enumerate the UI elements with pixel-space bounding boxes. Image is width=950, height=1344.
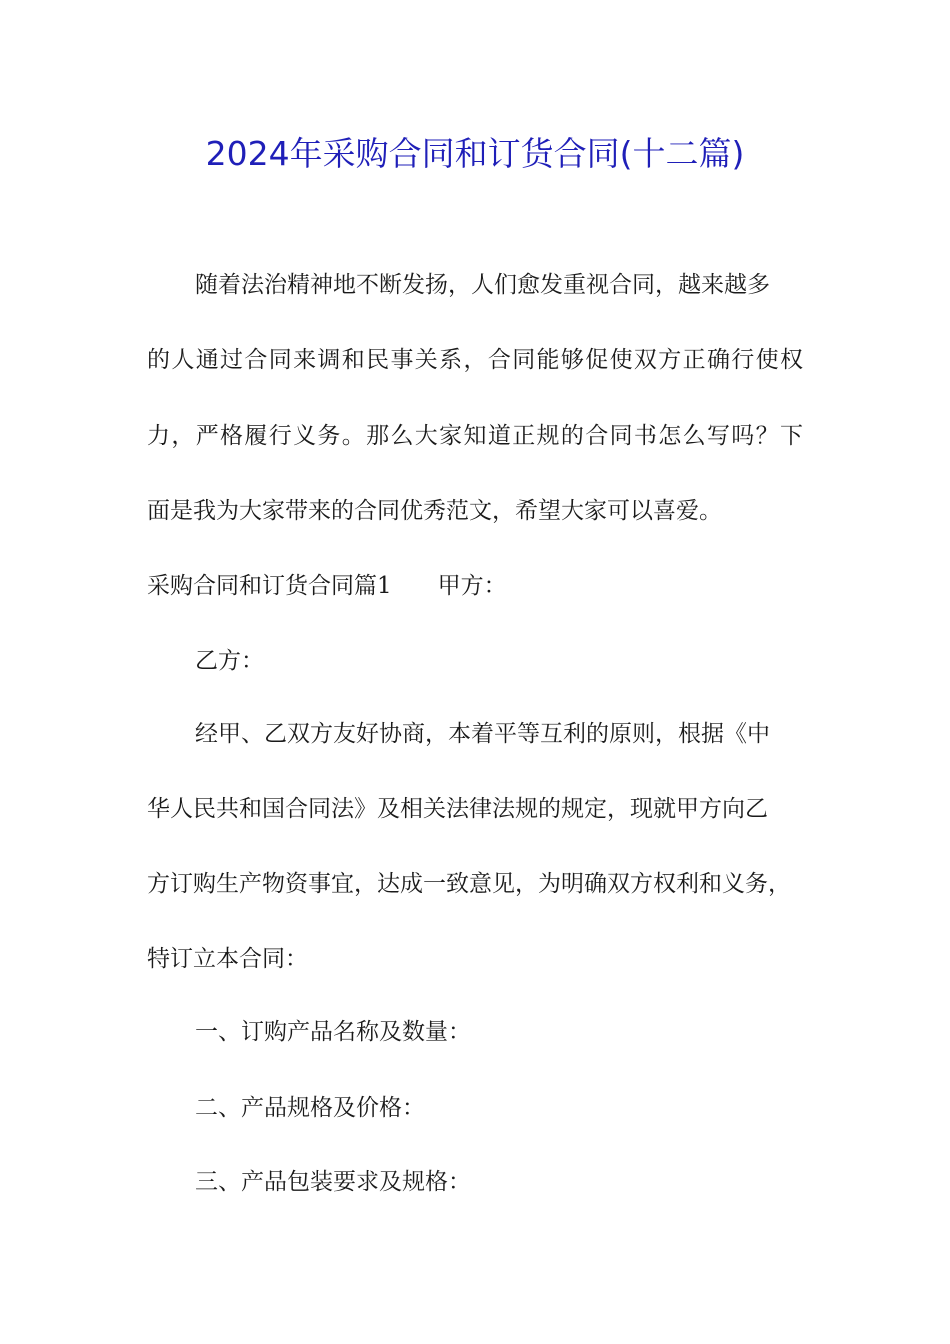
paragraph-line: 面是我为大家带来的合同优秀范文，希望大家可以喜爱。 <box>147 498 722 524</box>
paragraph-line: 特订立本合同： <box>147 946 308 972</box>
section-heading: 采购合同和订货合同篇1 甲方： <box>147 573 507 599</box>
paragraph-line: 随着法治精神地不断发扬，人们愈发重视合同，越来越多 <box>195 272 770 298</box>
document-title: 2024年采购合同和订货合同(十二篇) <box>205 134 745 173</box>
paragraph-line: 的人通过合同来调和民事关系，合同能够促使双方正确行使权 <box>147 347 803 373</box>
paragraph-line: 方订购生产物资事宜，达成一致意见，为明确双方权利和义务， <box>147 871 791 897</box>
clause-heading: 一、订购产品名称及数量： <box>195 1019 471 1045</box>
paragraph-line: 乙方： <box>195 648 264 674</box>
clause-heading: 二、产品规格及价格： <box>195 1095 425 1121</box>
paragraph-line: 华人民共和国合同法》及相关法律法规的规定，现就甲方向乙 <box>147 796 768 822</box>
clause-heading: 三、产品包装要求及规格： <box>195 1169 471 1195</box>
paragraph-line: 力，严格履行义务。那么大家知道正规的合同书怎么写吗？下 <box>147 423 803 449</box>
paragraph-line: 经甲、乙双方友好协商，本着平等互利的原则，根据《中 <box>195 721 770 747</box>
